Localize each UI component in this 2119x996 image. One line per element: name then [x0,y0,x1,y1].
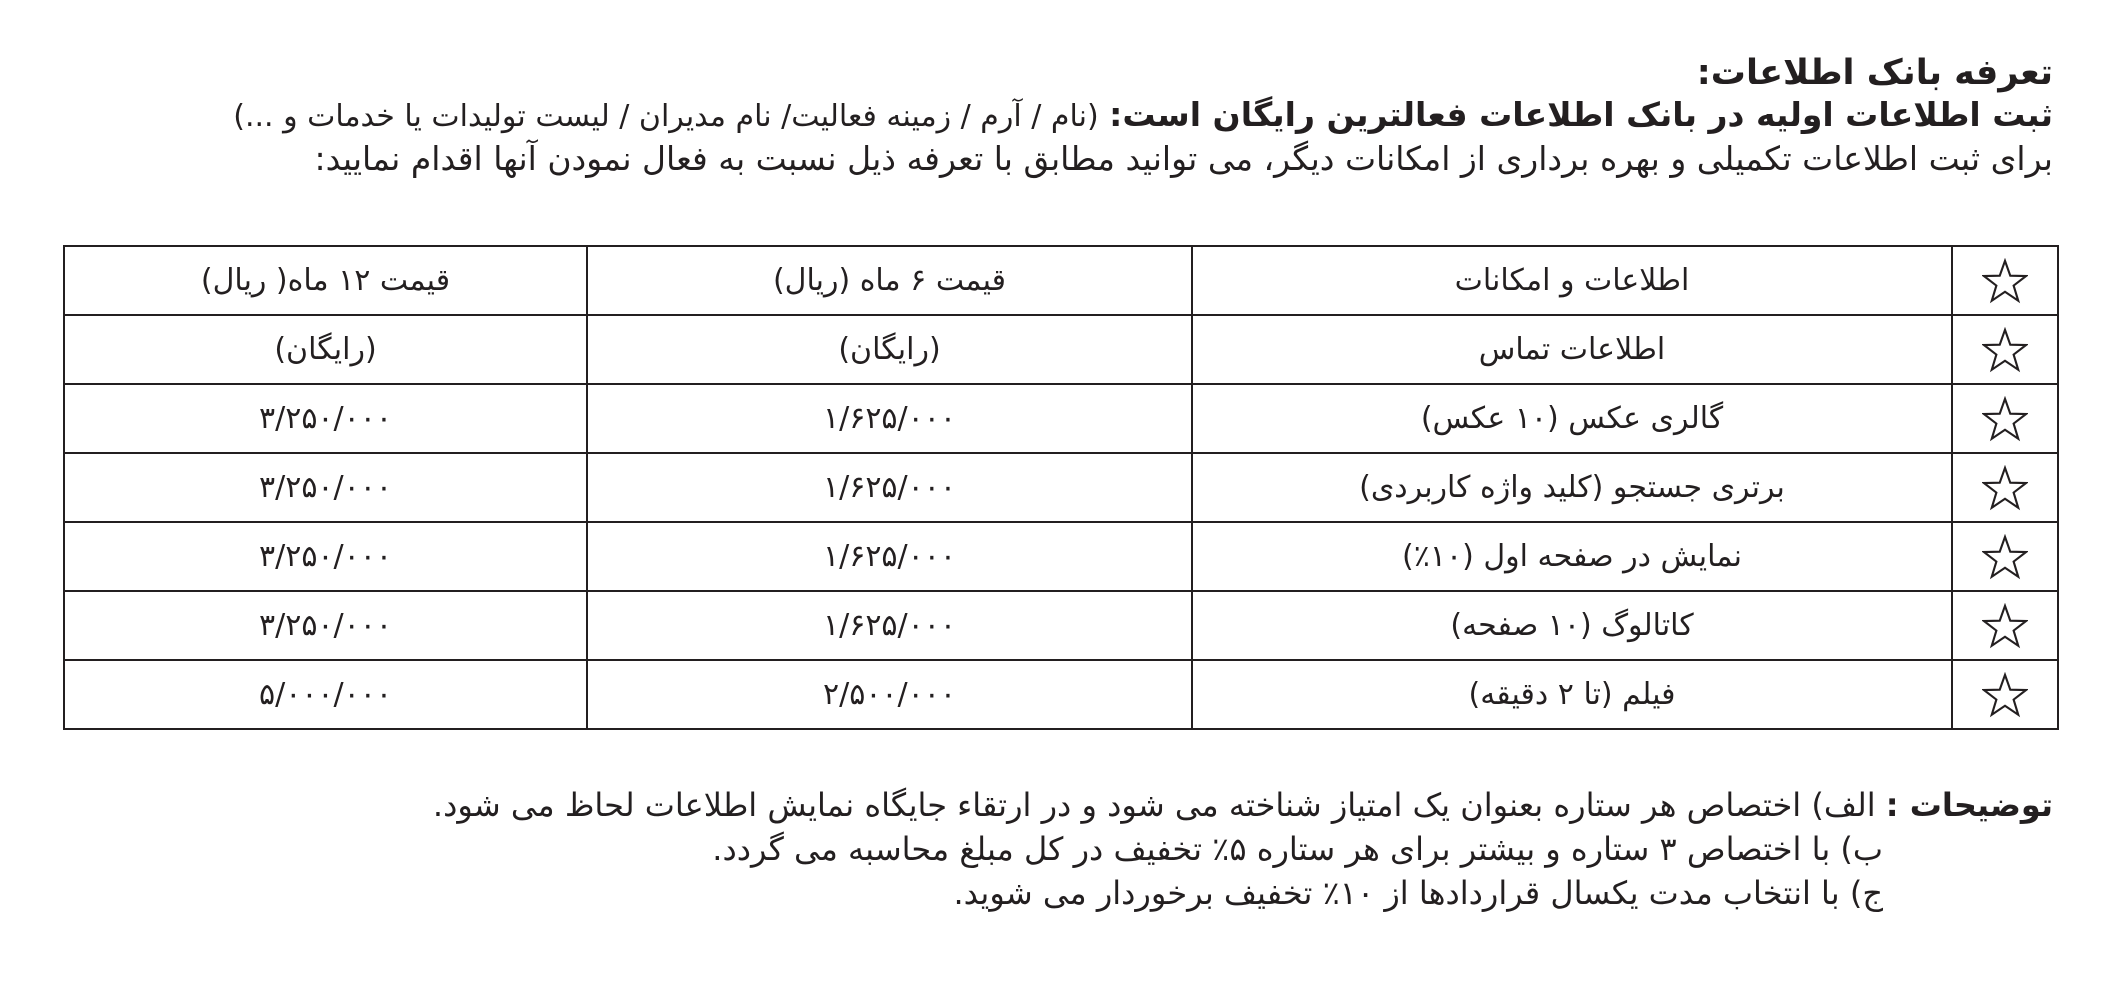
price-12-cell: ۳/۲۵۰/۰۰۰ [64,522,587,591]
price-12-cell: ۳/۲۵۰/۰۰۰ [64,384,587,453]
star-cell [1952,660,2058,729]
star-cell [1952,384,2058,453]
table-row [64,591,2058,660]
price-12-cell: (رایگان) [64,315,587,384]
feature-cell: کاتالوگ (۱۰ صفحه) [1192,591,1952,660]
feature-cell: اطلاعات تماس [1192,315,1952,384]
free-registration-line [53,94,2053,138]
heading-block [53,52,2053,180]
price-6-cell: ۱/۶۲۵/۰۰۰ [587,453,1192,522]
table-row [64,384,2058,453]
feature-cell: فیلم (تا ۲ دقیقه) [1192,660,1952,729]
star-cell [1952,246,2058,315]
price-6-cell: ۲/۵۰۰/۰۰۰ [587,660,1192,729]
star-outline-icon [1982,603,2028,649]
table-row [64,453,2058,522]
tariff-table [63,245,2059,730]
price-12-cell: ۳/۲۵۰/۰۰۰ [64,453,587,522]
price-6-cell: ۱/۶۲۵/۰۰۰ [587,522,1192,591]
note-a: الف) اختصاص هر ستاره بعنوان یک امتیاز شناخته می شود و در ارتقاء جایگاه نمایش اطلاعات لحاظ می شود. [432,786,1876,824]
feature-cell: گالری عکس (۱۰ عکس) [1192,384,1952,453]
notes-block [53,783,2053,915]
price-12-cell: ۳/۲۵۰/۰۰۰ [64,591,587,660]
price-6-cell: ۱/۶۲۵/۰۰۰ [587,384,1192,453]
table-row [64,522,2058,591]
header-feature: اطلاعات و امکانات [1192,246,1952,315]
table-row [64,660,2058,729]
free-registration-detail: (نام / آرم / زمینه فعالیت/ نام مدیران / لیست تولیدات یا خدمات و ...) [233,99,1099,134]
price-6-cell: (رایگان) [587,315,1192,384]
star-outline-icon [1982,327,2028,373]
note-b: ب) با اختصاص ۳ ستاره و بیشتر برای هر ستاره ۵٪ تخفیف در کل مبلغ محاسبه می گردد. [712,830,1883,868]
star-cell [1952,522,2058,591]
star-outline-icon [1982,258,2028,304]
price-12-cell: ۵/۰۰۰/۰۰۰ [64,660,587,729]
note-c: ج) با انتخاب مدت یکسال قراردادها از ۱۰٪ تخفیف برخوردار می شوید. [953,874,1883,912]
star-outline-icon [1982,465,2028,511]
star-outline-icon [1982,534,2028,580]
page-title: تعرفه بانک اطلاعات: [1696,53,2053,93]
header-price-6: قیمت ۶ ماه (ریال) [587,246,1192,315]
note-a-line [53,783,2053,827]
header-price-12: قیمت ۱۲ ماه( ریال) [64,246,587,315]
notes-label: توضیحات : [1885,786,2053,824]
star-outline-icon [1982,396,2028,442]
star-cell [1952,591,2058,660]
extra-info-line: برای ثبت اطلاعات تکمیلی و بهره برداری از امکانات دیگر، می توانید مطابق با تعرفه ذیل نسبت به فعال نمودن آنها اقدام نمایید: [314,139,2053,178]
feature-cell: نمایش در صفحه اول (۱۰٪) [1192,522,1952,591]
feature-cell: برتری جستجو (کلید واژه کاربردی) [1192,453,1952,522]
free-registration-bold: ثبت اطلاعات اولیه در بانک اطلاعات فعالترین رایگان است: [1109,95,2053,134]
price-6-cell: ۱/۶۲۵/۰۰۰ [587,591,1192,660]
table-row [64,315,2058,384]
star-cell [1952,315,2058,384]
star-cell [1952,453,2058,522]
star-outline-icon [1982,672,2028,718]
table-header-row [64,246,2058,315]
